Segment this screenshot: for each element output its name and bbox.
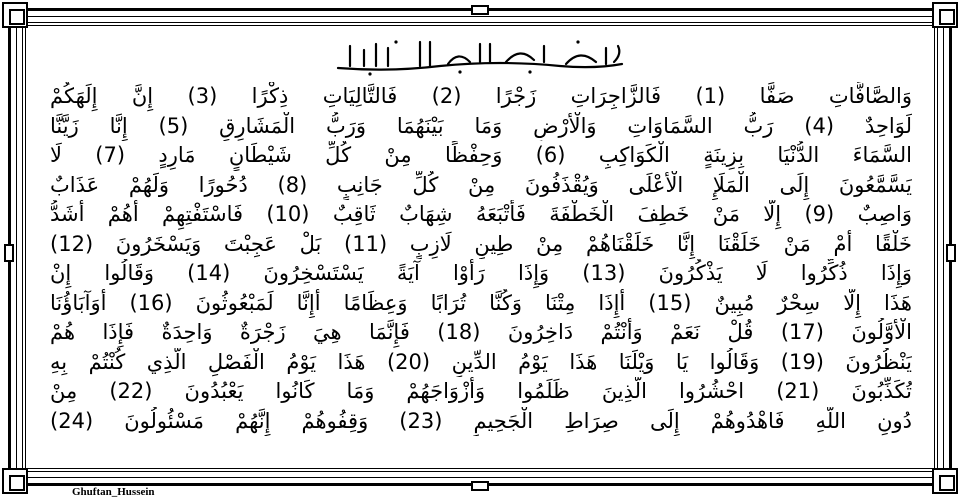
basmala-calligraphy: [330, 36, 630, 78]
verse-line: السَّمَاءَ الدُّنْيَا بِزِينَةٍ الْكَوَاكِبِ (6) وَحِفْظًا مِنْ كُلِّ شَيْطَانٍ مَارِدٍ (7) لَا: [50, 143, 912, 167]
author-signature: Ghuftan_Hussein: [72, 486, 155, 498]
frame-ornament-left: [4, 244, 14, 262]
verse-line: وَالصَّافَّاتِ صَفًّا (1) فَالزَّاجِرَاتِ زَجْرًا (2) فَالتَّالِيَاتِ ذِكْرًا (3) إِنَّ إِلَهَكُمْ: [50, 84, 912, 108]
verse-line: يَسَّمَّعُونَ إِلَى الْمَلَإِ الْأَعْلَى وَيُقْذَفُونَ مِنْ كُلِّ جَانِبٍ (8) دُحُورًا وَلَهُمْ عَذَابٌ: [50, 172, 912, 197]
verse-line: دُونِ اللَّهِ فَاهْدُوهُمْ إِلَى صِرَاطِ الْجَحِيمِ (23) وَقِفُوهُمْ إِنَّهُمْ مَسْئُولُونَ (24): [50, 408, 912, 433]
frame-ornament-right: [946, 244, 956, 262]
verse-line: وَإِذَا ذُكِّرُوا لَا يَذْكُرُونَ (13) وَإِذَا رَأَوْا آيَةً يَسْتَسْخِرُونَ (14) وَقَالُوا إِنْ: [50, 261, 912, 285]
verse-line: وَاصِبٌ (9) إِلَّا مَنْ خَطِفَ الْخَطْفَةَ فَأَتْبَعَهُ شِهَابٌ ثَاقِبٌ (10) فَاسْتَفْتِهِمْ أَهُمْ أَشَدُّ: [50, 202, 912, 226]
verse-line: الْأَوَّلُونَ (17) قُلْ نَعَمْ وَأَنْتُمْ دَاخِرُونَ (18) فَإِنَّمَا هِيَ زَجْرَةٌ وَاحِدَةٌ فَإِذَا هُمْ: [50, 320, 912, 344]
corner-ornament-bottom-right: [932, 468, 958, 494]
corner-ornament-top-left: [2, 2, 28, 28]
frame-ornament-top: [471, 5, 489, 15]
verse-line: هَذَا إِلَّا سِحْرٌ مُبِينٌ (15) أَإِذَا مِتْنَا وَكُنَّا تُرَابًا وَعِظَامًا أَإِنَّا لَمَبْعُوثُونَ (16) أَوَآبَاؤُنَا: [50, 290, 912, 315]
basmala-logo: [330, 36, 630, 78]
verse-line: خَلْقًا أَمْ مَنْ خَلَقْنَا إِنَّا خَلَقْنَاهُمْ مِنْ طِينٍ لَازِبٍ (11) بَلْ عَجِبْتَ وَيَسْخَرُونَ (12): [50, 231, 912, 256]
verse-line: يَنْظُرُونَ (19) وَقَالُوا يَا وَيْلَنَا هَذَا يَوْمُ الدِّينِ (20) هَذَا يَوْمُ الْفَصْلِ الَّذِي كُنْتُمْ بِهِ: [50, 349, 912, 374]
frame-ornament-bottom: [471, 481, 489, 491]
corner-ornament-top-right: [932, 2, 958, 28]
verses-text: [50, 82, 912, 436]
corner-ornament-bottom-left: [2, 468, 28, 494]
verse-line: لَوَاحِدٌ (4) رَبُّ السَّمَاوَاتِ وَالْأَرْضِ وَمَا بَيْنَهُمَا وَرَبُّ الْمَشَارِقِ (5) إِنَّا زَيَّنَّا: [50, 113, 912, 138]
verse-line: تُكَذِّبُونَ (21) احْشُرُوا الَّذِينَ ظَلَمُوا وَأَزْوَاجَهُمْ وَمَا كَانُوا يَعْبُدُونَ (22) مِنْ: [50, 379, 912, 403]
